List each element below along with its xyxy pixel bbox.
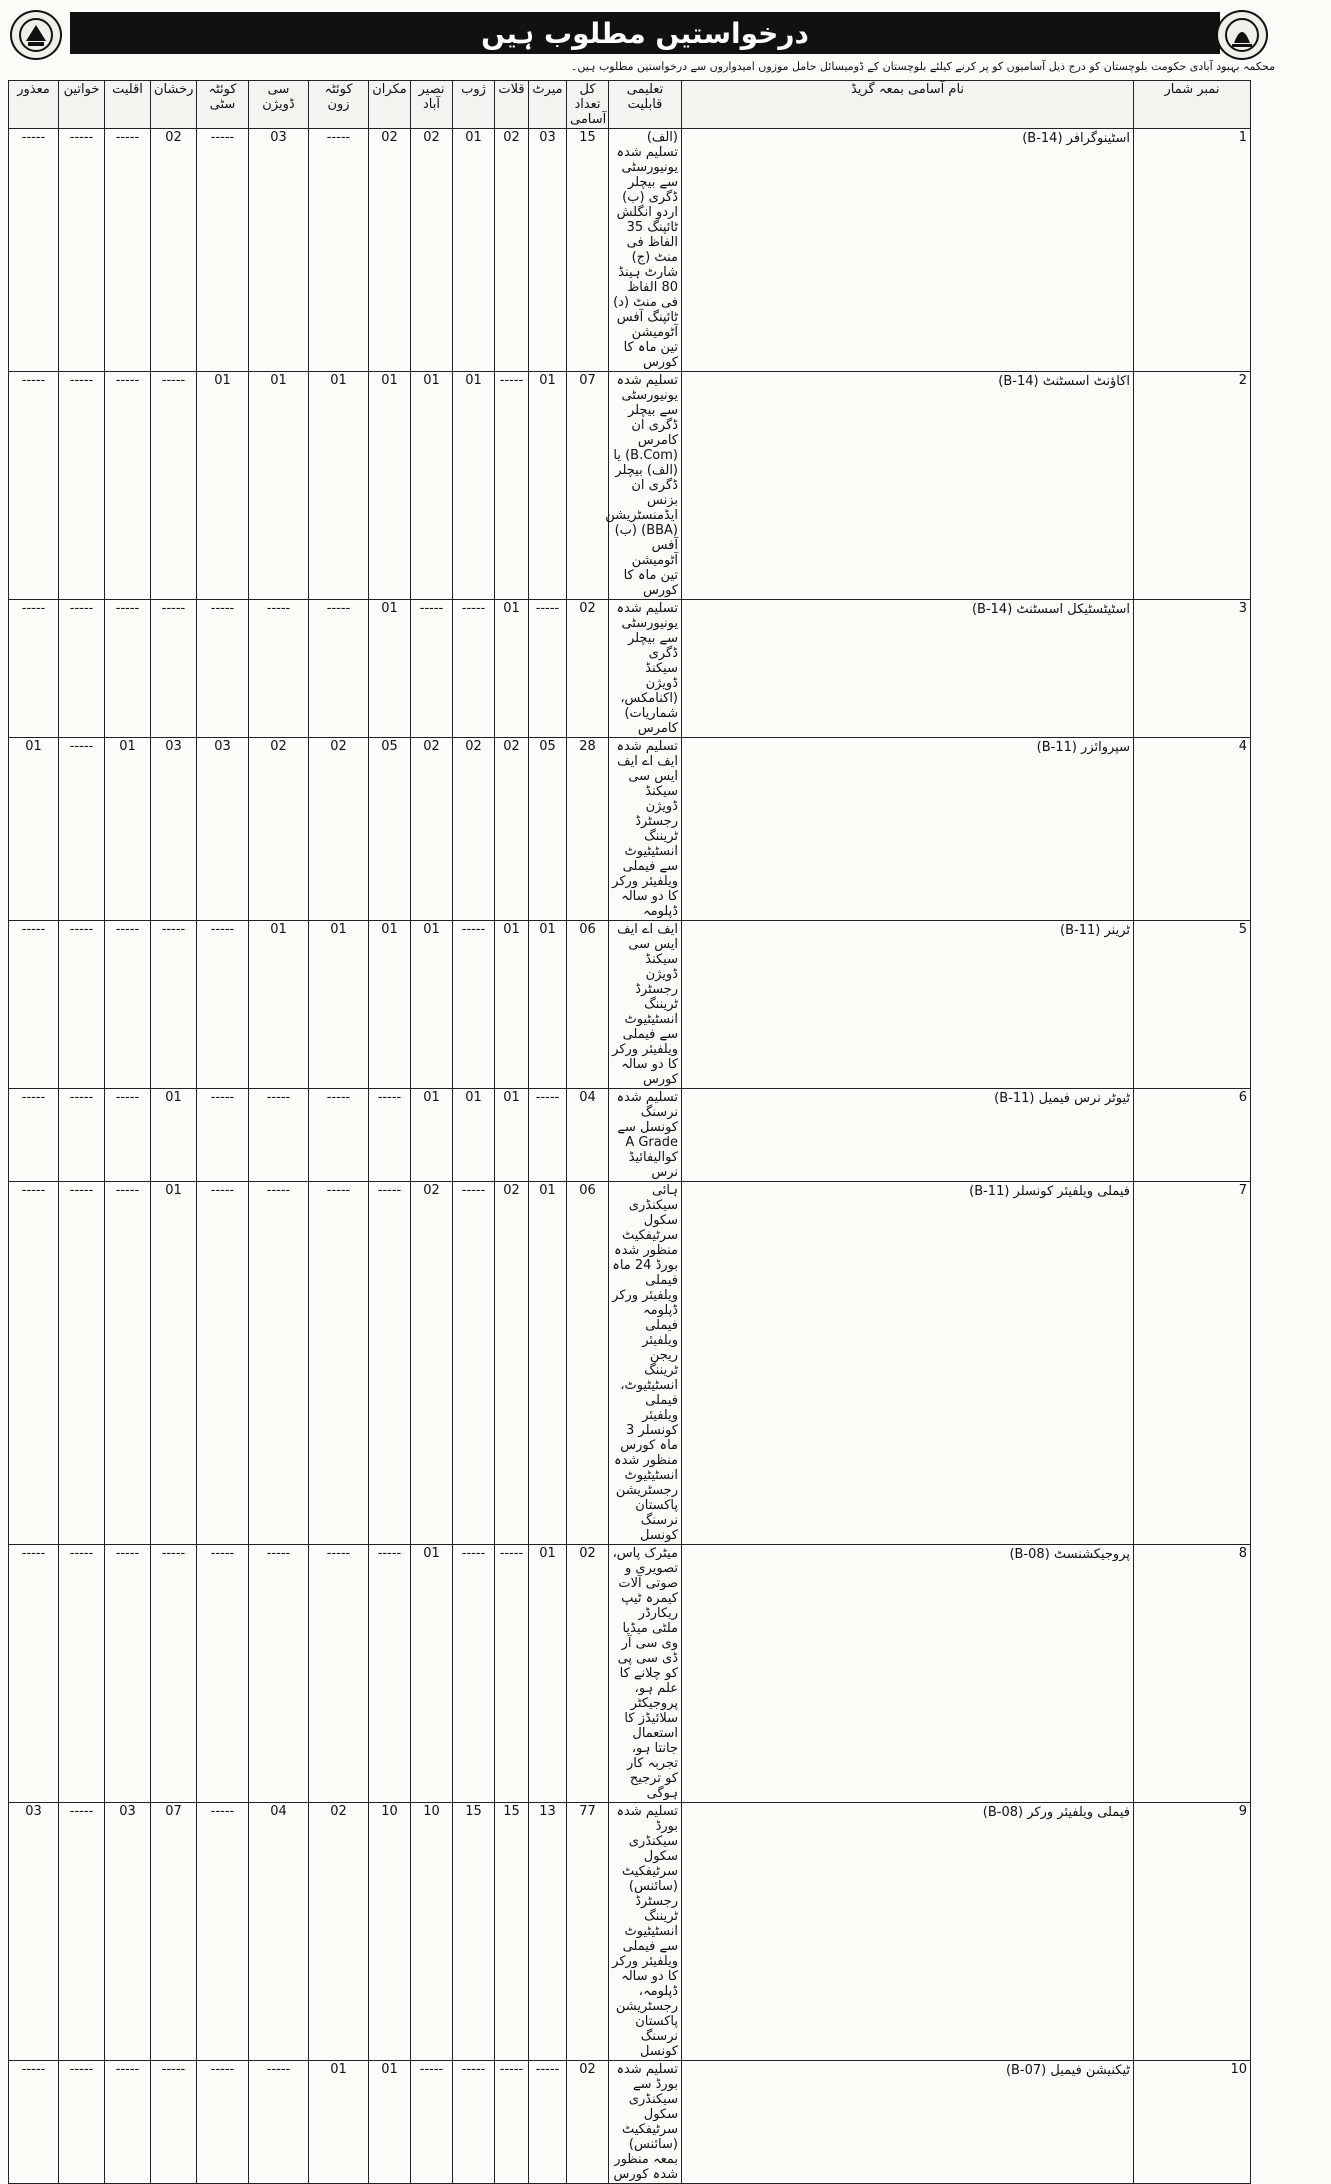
cell-c6: 02: [369, 129, 411, 372]
cell-c11: 03: [105, 1803, 151, 2061]
table-header-row: [9, 81, 1331, 129]
cell-qualification: تسلیم شدہ ایف اے ایف ایس سی سیکنڈ ڈویژن رجسٹرڈ ٹریننگ انسٹیٹیوٹ سے فیملی ویلفیئر ورکر کا دو سالہ ڈپلومہ: [609, 738, 682, 921]
vacancies-table-body: [9, 81, 1331, 2184]
table-row: [9, 1803, 1331, 2061]
cell-post: ٹیوٹر نرس فیمیل (B-11): [682, 1089, 1134, 1182]
header-col7: کوئٹہ زون: [309, 81, 369, 129]
cell-c6: 01: [369, 372, 411, 600]
header-qualification: تعلیمی قابلیت: [609, 81, 682, 129]
table-row: [9, 1545, 1331, 1803]
cell-c7: -----: [309, 600, 369, 738]
cell-total: 28: [567, 738, 609, 921]
cell-post: اکاؤنٹ اسسٹنٹ (B-14): [682, 372, 1134, 600]
cell-c12: -----: [59, 1089, 105, 1182]
cell-c10: -----: [151, 921, 197, 1089]
right-emblem: [1216, 10, 1268, 60]
cell-merit: 01: [529, 372, 567, 600]
cell-post: ٹیکنیشن فیمیل (B-07): [682, 2061, 1134, 2184]
cell-c7: 02: [309, 738, 369, 921]
cell-c3: 02: [495, 129, 529, 372]
cell-total: 04: [567, 1089, 609, 1182]
cell-c5: 02: [411, 129, 453, 372]
cell-c13: -----: [9, 2061, 59, 2184]
cell-c13: -----: [9, 372, 59, 600]
cell-c7: 01: [309, 2061, 369, 2184]
cell-c11: -----: [105, 129, 151, 372]
cell-sno: 2: [1134, 372, 1251, 600]
cell-c3: 01: [495, 1089, 529, 1182]
cell-c4: -----: [453, 600, 495, 738]
cell-merit: -----: [529, 600, 567, 738]
header-col13: معذور: [9, 81, 59, 129]
cell-c6: -----: [369, 1545, 411, 1803]
cell-c5: 10: [411, 1803, 453, 2061]
cell-c4: 01: [453, 372, 495, 600]
cell-c8: -----: [249, 1182, 309, 1545]
cell-c8: -----: [249, 600, 309, 738]
cell-qualification: (الف) تسلیم شدہ یونیورسٹی سے بیچلر ڈگری (ب) اردو انگلش ٹائپنگ 35 الفاظ فی منٹ (ج) شارٹ ہینڈ 80 الفاظ فی منٹ (د) ٹائپنگ آفس آٹومیشن تین ماہ کا کورس: [609, 129, 682, 372]
cell-c6: 05: [369, 738, 411, 921]
cell-c4: 01: [453, 1089, 495, 1182]
cell-c4: 15: [453, 1803, 495, 2061]
cell-c4: -----: [453, 2061, 495, 2184]
cell-c3: -----: [495, 1545, 529, 1803]
cell-c6: 01: [369, 600, 411, 738]
cell-qualification: تسلیم شدہ بورڈ سے سیکنڈری سکول سرٹیفکیٹ (سائنس) بمعہ منظور شدہ کورس: [609, 2061, 682, 2184]
cell-qualification: ہائی سیکنڈری سکول سرٹیفکیٹ منظور شدہ بورڈ 24 ماہ فیملی ویلفیئر ورکر ڈپلومہ فیملی ویلفیئر ریجن ٹریننگ انسٹیٹیوٹ، فیملی ویلفیئر کونسلر 3 ماہ کورس منظور شدہ انسٹیٹیوٹ رجسٹریشن پاکستان نرسنگ کونسل: [609, 1182, 682, 1545]
cell-total: 02: [567, 1545, 609, 1803]
header-col3: قلات: [495, 81, 529, 129]
cell-c10: -----: [151, 2061, 197, 2184]
header-total: کل تعداد آسامی: [567, 81, 609, 129]
cell-sno: 10: [1134, 2061, 1251, 2184]
cell-c9: -----: [197, 600, 249, 738]
cell-sno: 1: [1134, 129, 1251, 372]
cell-post: فیملی ویلفیئر ورکر (B-08): [682, 1803, 1134, 2061]
cell-c9: -----: [197, 921, 249, 1089]
header-col6: مکران: [369, 81, 411, 129]
cell-post: ٹرینر (B-11): [682, 921, 1134, 1089]
cell-merit: 01: [529, 1545, 567, 1803]
cell-c12: -----: [59, 372, 105, 600]
cell-c6: 10: [369, 1803, 411, 2061]
cell-c7: -----: [309, 1089, 369, 1182]
cell-c4: 02: [453, 738, 495, 921]
cell-c7: 01: [309, 921, 369, 1089]
cell-c11: -----: [105, 600, 151, 738]
cell-sno: 8: [1134, 1545, 1251, 1803]
cell-c8: -----: [249, 1545, 309, 1803]
cell-c13: -----: [9, 921, 59, 1089]
cell-c3: -----: [495, 372, 529, 600]
cell-c5: 02: [411, 1182, 453, 1545]
table-row: [9, 129, 1331, 372]
cell-c8: -----: [249, 2061, 309, 2184]
cell-c4: -----: [453, 921, 495, 1089]
cell-c12: -----: [59, 600, 105, 738]
cell-c9: 01: [197, 372, 249, 600]
header-col4: ژوب: [453, 81, 495, 129]
intro-text: محکمہ بہبود آبادی حکومت بلوچستان کو درج ذیل آسامیوں کو پر کرنے کیلئے بلوچستان کے ڈومیسائل حامل موزوں امیدواروں سے درخواستیں مطلوب ہیں۔: [570, 60, 1275, 73]
cell-c11: -----: [105, 372, 151, 600]
cell-c7: -----: [309, 1182, 369, 1545]
cell-c12: -----: [59, 921, 105, 1089]
cell-c4: 01: [453, 129, 495, 372]
cell-total: 02: [567, 2061, 609, 2184]
cell-c3: 01: [495, 600, 529, 738]
header-col5: نصیر آباد: [411, 81, 453, 129]
cell-c13: -----: [9, 1545, 59, 1803]
cell-c12: -----: [59, 129, 105, 372]
cell-merit: 13: [529, 1803, 567, 2061]
cell-c9: -----: [197, 1182, 249, 1545]
cell-c10: -----: [151, 1545, 197, 1803]
cell-c13: -----: [9, 1089, 59, 1182]
cell-c5: -----: [411, 600, 453, 738]
cell-c6: -----: [369, 1182, 411, 1545]
table-row: [9, 1089, 1331, 1182]
cell-c10: 07: [151, 1803, 197, 2061]
cell-c3: 02: [495, 1182, 529, 1545]
cell-c13: 01: [9, 738, 59, 921]
cell-c4: -----: [453, 1182, 495, 1545]
cell-c9: -----: [197, 2061, 249, 2184]
cell-sno: 3: [1134, 600, 1251, 738]
cell-post: اسٹینوگرافر (B-14): [682, 129, 1134, 372]
cell-c3: 15: [495, 1803, 529, 2061]
cell-c12: -----: [59, 2061, 105, 2184]
cell-c5: 01: [411, 372, 453, 600]
cell-c10: -----: [151, 372, 197, 600]
cell-post: سپروائزر (B-11): [682, 738, 1134, 921]
cell-c10: 02: [151, 129, 197, 372]
cell-merit: 01: [529, 921, 567, 1089]
cell-c10: 03: [151, 738, 197, 921]
cell-c8: 04: [249, 1803, 309, 2061]
cell-total: 15: [567, 129, 609, 372]
cell-c11: -----: [105, 2061, 151, 2184]
header-col12: خواتین: [59, 81, 105, 129]
cell-qualification: میٹرک پاس، تصویری و صوتی آلات کیمرہ ٹیپ ریکارڈر ملٹی میڈیا وی سی آر ڈی سی پی کو چلانے کا علم ہو، پروجیکٹر سلائیڈز کا استعمال جانتا ہو، تجربہ کار کو ترجیح ہوگی: [609, 1545, 682, 1803]
cell-qualification: تسلیم شدہ نرسنگ کونسل سے A Grade کوالیفائیڈ نرس: [609, 1089, 682, 1182]
cell-post: فیملی ویلفیئر کونسلر (B-11): [682, 1182, 1134, 1545]
left-emblem: [10, 10, 62, 60]
cell-sno: 4: [1134, 738, 1251, 921]
cell-c9: 03: [197, 738, 249, 921]
emblem-icon: [18, 17, 54, 53]
cell-merit: 01: [529, 1182, 567, 1545]
cell-c7: 02: [309, 1803, 369, 2061]
cell-c13: 03: [9, 1803, 59, 2061]
cell-c9: -----: [197, 1803, 249, 2061]
cell-c3: 01: [495, 921, 529, 1089]
table-row: [9, 1182, 1331, 1545]
table-row: [9, 738, 1331, 921]
cell-c4: -----: [453, 1545, 495, 1803]
header-col9: کوئٹہ سٹی: [197, 81, 249, 129]
cell-c13: -----: [9, 1182, 59, 1545]
vacancies-table: [8, 80, 1331, 2184]
cell-qualification: ایف اے ایف ایس سی سیکنڈ ڈویژن رجسٹرڈ ٹریننگ انسٹیٹیوٹ سے فیملی ویلفیئر ورکر کا دو سالہ کورس: [609, 921, 682, 1089]
cell-merit: 05: [529, 738, 567, 921]
cell-c6: 01: [369, 2061, 411, 2184]
cell-c7: -----: [309, 129, 369, 372]
cell-c8: 01: [249, 921, 309, 1089]
cell-qualification: تسلیم شدہ یونیورسٹی سے بیچلر ڈگری سیکنڈ ڈویژن (اکنامکس، شماریات) کامرس: [609, 600, 682, 738]
cell-c11: -----: [105, 1545, 151, 1803]
cell-c8: 02: [249, 738, 309, 921]
cell-c5: 01: [411, 1089, 453, 1182]
cell-post: اسٹیٹسٹیکل اسسٹنٹ (B-14): [682, 600, 1134, 738]
cell-c9: -----: [197, 1089, 249, 1182]
cell-c13: -----: [9, 600, 59, 738]
cell-c9: -----: [197, 129, 249, 372]
cell-c11: 01: [105, 738, 151, 921]
cell-c8: -----: [249, 1089, 309, 1182]
cell-c11: -----: [105, 921, 151, 1089]
cell-c5: -----: [411, 2061, 453, 2184]
cell-total: 07: [567, 372, 609, 600]
cell-c11: -----: [105, 1182, 151, 1545]
cell-c7: 01: [309, 372, 369, 600]
cell-c9: -----: [197, 1545, 249, 1803]
cell-c6: 01: [369, 921, 411, 1089]
table-row: [9, 372, 1331, 600]
cell-c10: 01: [151, 1089, 197, 1182]
cell-c10: 01: [151, 1182, 197, 1545]
cell-total: 06: [567, 1182, 609, 1545]
cell-c10: -----: [151, 600, 197, 738]
cell-c13: -----: [9, 129, 59, 372]
cell-c11: -----: [105, 1089, 151, 1182]
cell-c12: -----: [59, 1182, 105, 1545]
header-merit: میرٹ: [529, 81, 567, 129]
cell-c6: -----: [369, 1089, 411, 1182]
cell-sno: 9: [1134, 1803, 1251, 2061]
emblem-icon: [1224, 17, 1260, 53]
cell-merit: 03: [529, 129, 567, 372]
table-row: [9, 2061, 1331, 2184]
cell-total: 06: [567, 921, 609, 1089]
header-col8: سی ڈویژن: [249, 81, 309, 129]
cell-total: 02: [567, 600, 609, 738]
cell-c12: -----: [59, 1803, 105, 2061]
cell-merit: -----: [529, 1089, 567, 1182]
cell-merit: -----: [529, 2061, 567, 2184]
cell-sno: 7: [1134, 1182, 1251, 1545]
page-title: درخواستیں مطلوب ہیں: [70, 12, 1220, 54]
cell-c12: -----: [59, 1545, 105, 1803]
table-row: [9, 921, 1331, 1089]
cell-c5: 01: [411, 1545, 453, 1803]
cell-c3: -----: [495, 2061, 529, 2184]
cell-post: پروجیکشنسٹ (B-08): [682, 1545, 1134, 1803]
cell-c7: -----: [309, 1545, 369, 1803]
cell-c3: 02: [495, 738, 529, 921]
cell-c8: 03: [249, 129, 309, 372]
cell-c5: 02: [411, 738, 453, 921]
header-post: نام آسامی بمعہ گریڈ: [682, 81, 1134, 129]
table-row: [9, 600, 1331, 738]
header-col11: اقلیت: [105, 81, 151, 129]
cell-c12: -----: [59, 738, 105, 921]
cell-qualification: تسلیم شدہ یونیورسٹی سے بیچلر ڈگری ان کامرس (B.Com) یا (الف) بیچلر ڈگری ان بزنس ایڈمنسٹریشن (BBA) (ب) آفس آٹومیشن تین ماہ کا کورس: [609, 372, 682, 600]
cell-c8: 01: [249, 372, 309, 600]
cell-c5: 01: [411, 921, 453, 1089]
cell-qualification: تسلیم شدہ بورڈ سیکنڈری سکول سرٹیفکیٹ (سائنس) رجسٹرڈ ٹریننگ انسٹیٹیوٹ سے فیملی ویلفیئر ورکر کا دو سالہ ڈپلومہ، رجسٹریشن پاکستان نرسنگ کونسل: [609, 1803, 682, 2061]
cell-sno: 6: [1134, 1089, 1251, 1182]
header-col10: رخشان: [151, 81, 197, 129]
header-sno: نمبر شمار: [1134, 81, 1251, 129]
cell-total: 77: [567, 1803, 609, 2061]
cell-sno: 5: [1134, 921, 1251, 1089]
